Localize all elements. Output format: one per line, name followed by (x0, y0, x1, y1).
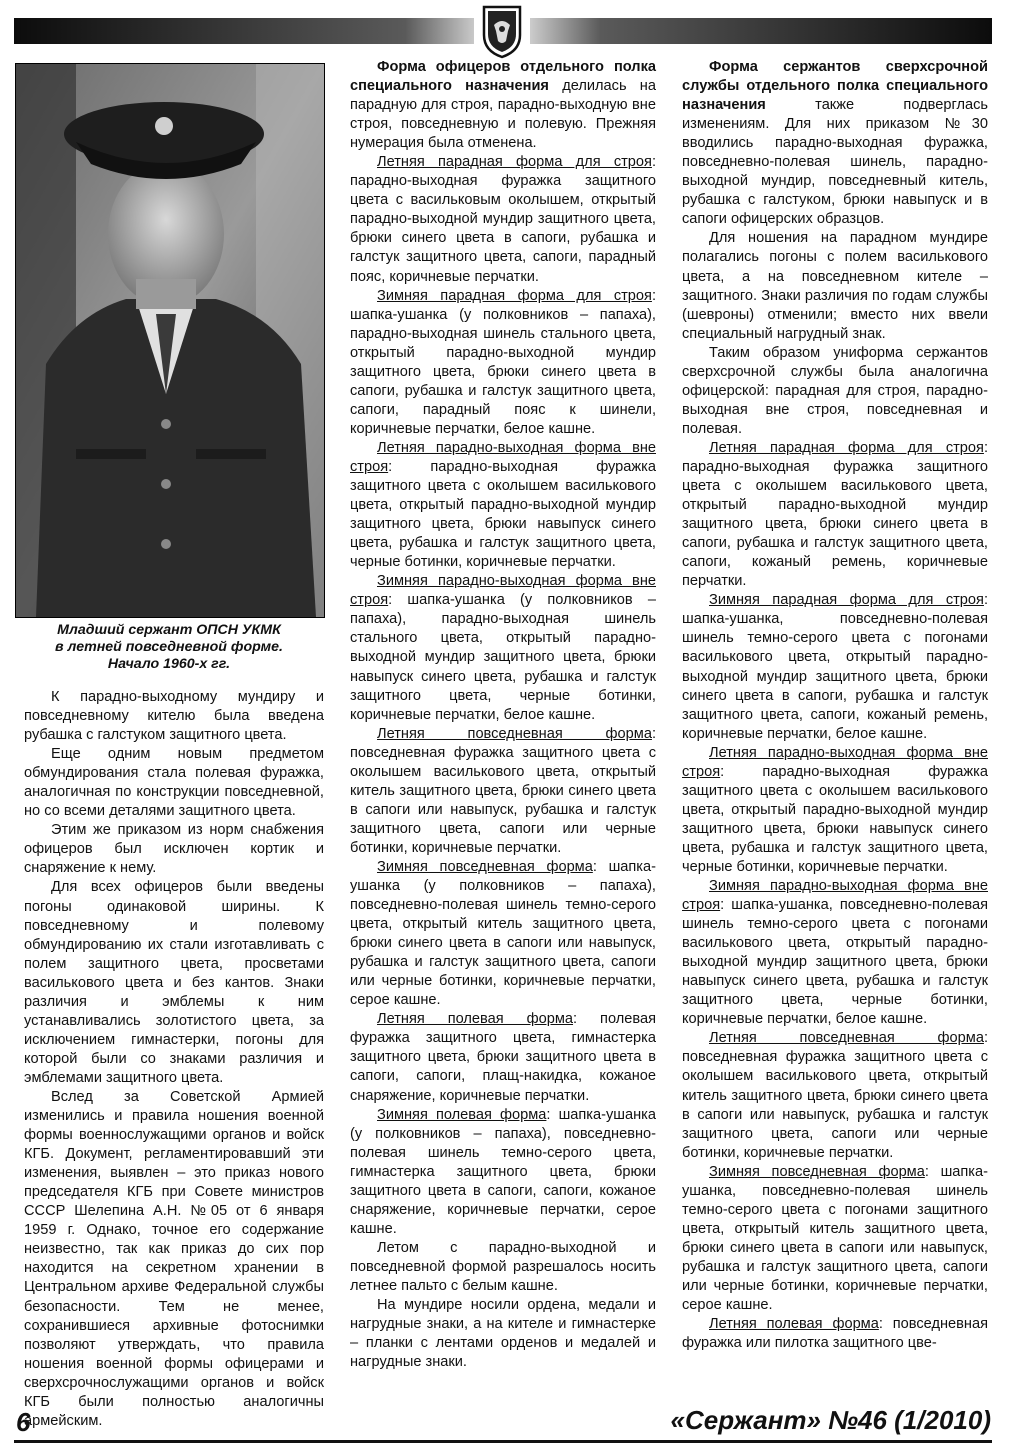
uniform-item: Летняя полевая форма: полевая фуражка защитного цвета, гимнастерка защитного цвета, брюки защитного цвета в сапоги, сапоги, плащ-накидка, кожаное снаряжение, коричневые перчатки. (350, 1011, 656, 1104)
paragraph: К парадно-выходному мундиру и повседневному кителю была введена рубашка с галстуком защитного цвета. (24, 689, 324, 744)
uniform-item: Летняя повседневная форма: повседневная фуражка защитного цвета с околышем василькового цвета, открытый китель защитного цвета, брюки синего цвета в сапоги или навыпуск, рубашка и галстук защитного цвета, сапоги или черные ботинки, коричневые перчатки. (682, 1030, 988, 1161)
caption-line-1: Младший сержант ОПСН УКМК (57, 622, 281, 638)
text-column-3 (682, 58, 988, 1353)
footer-divider (14, 1440, 992, 1443)
uniform-title: Зимняя парадно-выходная форма вне строя (682, 878, 988, 914)
paragraph: Еще одним новым предметом обмундирования стала полевая фуражка, аналогичная по конструкции повседневной, но со всеми деталями защитного цвета. (24, 746, 324, 820)
uniform-title: Зимняя полевая форма (377, 1106, 547, 1123)
paragraph: Вслед за Советской Армией изменились и правила ношения военной формы военнослужащими органов и войск КГБ. Документ, регламентировавший эти изменения, выявлен – это приказ нового председателя КГБ при Совете министров СССР Шелепина А.Н. №05 от 6 января 1959 г. Однако, точное его содержание неизвестно, так как приказ до сих пор находится на секретном хранении в Центральном архиве Федеральной службы безопасности. Тем не менее, сохранившиеся архивные фотоснимки позволяют утверждать, что правила ношения военной формы офицерами и сверхсрочнослужащими органов и войск КГБ были полностью аналогичны армейским. (24, 1088, 324, 1429)
uniform-title: Летняя парадная форма для строя (709, 439, 984, 456)
portrait-photo (15, 63, 325, 618)
uniform-item: Летняя парадно-выходная форма вне строя: парадно-выходная фуражка защитного цвета с околышем василькового цвета, открытый парадно-выходной мундир защитного цвета, брюки навыпуск синего цвета, рубашка и галстук защитного цвета, черные ботинки, коричневые перчатки. (682, 744, 988, 875)
caption-line-3: Начало 1960-х гг. (107, 656, 231, 672)
section-intro: Форма офицеров отдельного полка специального назначения делилась на парадную для строя, парадно-выходную вне строя, повседневную и полевую. Прежняя нумерация была отменена. (350, 59, 656, 152)
uniform-title: Летняя парадно-выходная форма вне строя (350, 439, 656, 475)
paragraph: На мундире носили ордена, медали и нагрудные знаки, а на кителе и гимнастерке – планки с лентами орденов и медалей и нагрудные знаки. (350, 1297, 656, 1371)
uniform-item: Летняя парадная форма для строя: парадно-выходная фуражка защитного цвета с васильковым околышем, открытый парадно-выходной мундир защитного цвета, брюки синего цвета в сапоги, рубашка и галстук защитного цвета, сапоги, парадный пояс, коричневые перчатки. (350, 154, 656, 285)
paragraph: Этим же приказом из норм снабжения офицеров был исключен кортик и снаряжение к нему. (24, 822, 324, 877)
uniform-title: Летняя парадно-выходная форма вне строя (682, 744, 988, 780)
uniform-item: Летняя повседневная форма: повседневная фуражка защитного цвета с околышем василькового цвета, открытый китель защитного цвета, брюки синего цвета в сапоги или навыпуск, рубашка и галстук защитного цвета, сапоги или черные ботинки, коричневые перчатки. (350, 725, 656, 856)
uniform-item: Летняя полевая форма: повседневная фуражка или пилотка защитного цве- (682, 1316, 988, 1352)
section-heading: Форма офицеров отдельного полка специального назначения (350, 59, 656, 95)
uniform-title: Зимняя парадная форма для строя (709, 592, 984, 609)
uniform-title: Летняя повседневная форма (709, 1030, 984, 1047)
shield-emblem-icon (472, 1, 532, 61)
page-number: 6 (16, 1407, 31, 1437)
uniform-item: Зимняя парадная форма для строя: шапка-ушанка (у полковников – папаха), парадно-выходная шинель стального цвета, открытый парадно-выходной мундир защитного цвета, брюки синего цвета в сапоги, рубашка и галстук защитного цвета, сапоги, парадный пояс к шинели, коричневые перчатки, белое кашне. (350, 287, 656, 437)
uniform-title: Зимняя парадная форма для строя (377, 287, 652, 304)
uniform-title: Зимняя повседневная форма (377, 858, 593, 875)
photo-illustration (16, 64, 324, 617)
section-heading: Форма сержантов сверхсрочной службы отдельного полка специального назначения (682, 59, 988, 114)
uniform-item: Летняя парадная форма для строя: парадно-выходная фуражка защитного цвета с околышем василькового цвета, открытый парадно-выходной мундир защитного цвета, брюки синего цвета в сапоги, рубашка и галстук защитного цвета, сапоги, кожаный ремень, коричневые перчатки. (682, 439, 988, 590)
section-intro: Форма сержантов сверхсрочной службы отдельного полка специального назначения также подверглась изменениям. Для них приказом №30 вводились парадно-выходная фуражка, повседневно-полевая шинель, парадно-выходной мундир, повседневный китель, рубашка с галстуком, брюки навыпуск и в сапоги офицерских образцов. (682, 59, 988, 228)
uniform-title: Летняя парадная форма для строя (377, 154, 652, 171)
paragraph: Для всех офицеров были введены погоны одинаковой ширины. К повседневному и полевому обмундированию их стали изготавливать с полем защитного цвета, просветами василькового цвета и без кантов. Знаки различия и эмблемы к ним устанавливались золотистого цвета, за исключением гимнастерки, погоны для которой были со знаками различия и эмблемами защитного цвета. (24, 879, 324, 1086)
uniform-item: Зимняя повседневная форма: шапка-ушанка, повседневно-полевая шинель темно-серого цвета с погонами защитного цвета, открытый китель защитного цвета, брюки синего цвета в сапоги или навыпуск, рубашка и галстук защитного цвета, сапоги или черные ботинки, коричневые перчатки, серое кашне. (682, 1163, 988, 1314)
caption-line-2: в летней повседневной форме. (55, 639, 283, 655)
uniform-title: Летняя полевая форма (709, 1316, 879, 1333)
photo-caption (15, 622, 323, 673)
text-column-1 (24, 688, 324, 1431)
uniform-title: Зимняя парадно-выходная форма вне строя (350, 573, 656, 609)
paragraph: Для ношения на парадном мундире полагались погоны с полем василькового цвета, а на повседневном кителе – защитного. Знаки различия по годам службы (шевроны) отменили; вместо них ввели специальный нагрудный знак. (682, 230, 988, 342)
uniform-title: Летняя полевая форма (377, 1011, 574, 1028)
text-column-2 (350, 58, 656, 1372)
uniform-item: Летняя парадно-выходная форма вне строя: парадно-выходная фуражка защитного цвета с околышем василькового цвета, открытый парадно-выходной мундир защитного цвета, брюки навыпуск синего цвета, рубашка и галстук защитного цвета, черные ботинки, коричневые перчатки. (350, 439, 656, 571)
uniform-item: Зимняя полевая форма: шапка-ушанка (у полковников – папаха), повседневно-полевая шинель темно-серого цвета, гимнастерка защитного цвета, брюки защитного цвета в сапоги, сапоги, кожаное снаряжение, коричневые перчатки, серое кашне. (350, 1106, 656, 1237)
uniform-item: Зимняя парадно-выходная форма вне строя: шапка-ушанка, повседневно-полевая шинель темно-серого цвета с погонами василькового цвета, открытый парадно-выходной мундир защитного цвета, брюки навыпуск синего цвета, рубашка и галстук защитного цвета, черные ботинки, коричневые перчатки, белое кашне. (682, 878, 988, 1028)
uniform-item: Зимняя парадно-выходная форма вне строя: шапка-ушанка (у полковников – папаха), парадно-выходная шинель стального цвета, открытый парадно-выходной мундир защитного цвета, брюки навыпуск синего цвета, рубашка и галстук защитного цвета, черные ботинки, коричневые перчатки, белое кашне. (350, 573, 656, 723)
uniform-title: Зимняя повседневная форма (709, 1163, 925, 1180)
paragraph: Таким образом униформа сержантов сверхсрочной службы была аналогична офицерской: парадная для строя, парадно-выходная вне строя, повседневная и полевая. (682, 344, 988, 437)
uniform-item: Зимняя парадная форма для строя: шапка-ушанка, повседневно-полевая шинель темно-серого цвета с погонами василькового цвета, открытый парадно-выходной мундир защитного цвета, брюки синего цвета в сапоги, рубашка и галстук защитного цвета, сапоги, кожаный ремень, коричневые перчатки, белое кашне. (682, 592, 988, 742)
uniform-title: Летняя повседневная форма (377, 725, 652, 742)
paragraph: Летом с парадно-выходной и повседневной формой разрешалось носить летнее пальто с белым кашне. (350, 1239, 656, 1294)
uniform-item: Зимняя повседневная форма: шапка-ушанка (у полковников – папаха), повседневно-полевая шинель темно-серого цвета, открытый китель защитного цвета, брюки синего цвета в сапоги или навыпуск, рубашка и галстук защитного цвета, сапоги или черные ботинки, коричневые перчатки, серое кашне. (350, 858, 656, 1009)
magazine-issue: «Сержант» №46 (1/2010) (670, 1405, 991, 1435)
